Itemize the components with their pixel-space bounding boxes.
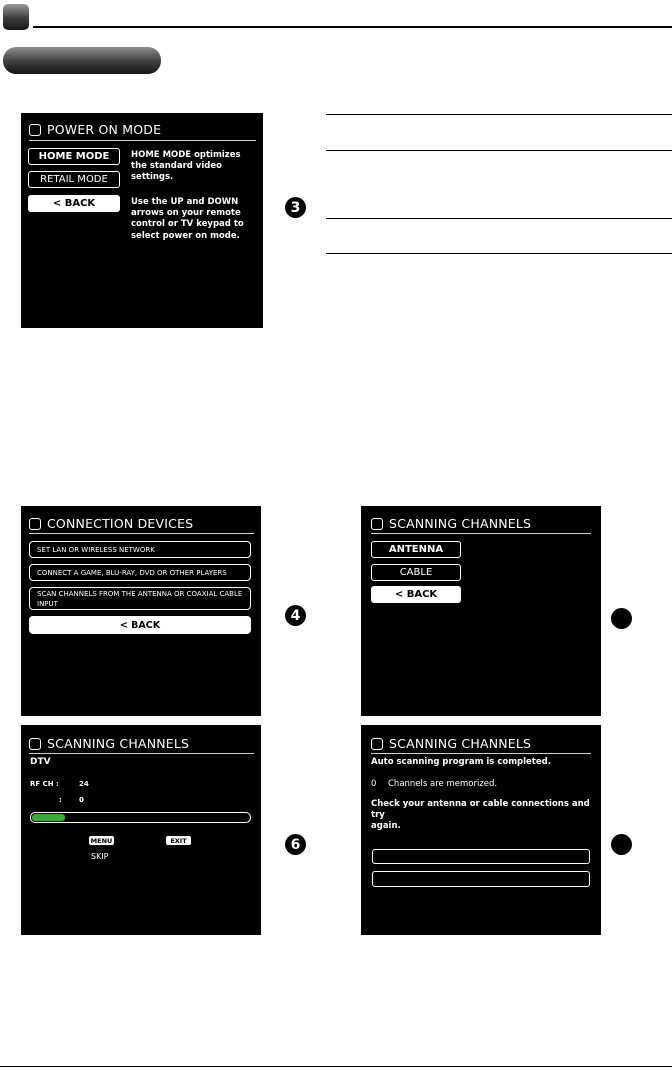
connect-players-option[interactable]: CONNECT A GAME, BLU-RAY, DVD OR OTHER PLAYERS — [29, 564, 251, 581]
retail-mode-button[interactable]: RETAIL MODE — [28, 171, 120, 188]
scan-complete-message: Auto scanning program is completed. — [371, 757, 551, 767]
check-connections-line1: Check your antenna or cable connections and try — [371, 799, 590, 821]
title-rule — [371, 533, 591, 534]
option-button[interactable] — [372, 849, 590, 864]
screen-title: SCANNING CHANNELS — [47, 736, 190, 751]
back-button[interactable]: < BACK — [371, 586, 461, 603]
checkbox-icon — [29, 518, 41, 530]
back-button[interactable]: < BACK — [28, 195, 120, 212]
back-button[interactable]: < BACK — [29, 616, 251, 634]
screen-title-row — [29, 122, 161, 137]
header-rule — [33, 26, 672, 28]
scan-complete-screen — [361, 725, 601, 935]
check-connections-line2: again. — [371, 821, 401, 831]
antenna-button[interactable]: ANTENNA — [371, 541, 461, 558]
home-mode-button[interactable]: HOME MODE — [28, 148, 120, 165]
channels-memorized-label: Channels are memorized. — [388, 779, 498, 789]
home-mode-description: HOME MODE optimizes the standard video settings. — [131, 150, 241, 183]
checkbox-icon — [29, 124, 41, 136]
step-3-badge: 3 — [285, 197, 306, 218]
step-6-badge: 6 — [285, 834, 306, 855]
section-tab — [3, 47, 161, 74]
screen-title-row — [371, 736, 531, 751]
checkbox-icon — [371, 518, 383, 530]
title-rule — [29, 140, 256, 141]
scan-channels-option[interactable]: SCAN CHANNELS FROM THE ANTENNA OR COAXIAL CABLE INPUT — [29, 587, 251, 610]
rf-channel-label: RF CH : — [30, 780, 59, 788]
screen-title: SCANNING CHANNELS — [389, 516, 532, 531]
scan-progress-screen — [21, 725, 261, 935]
rf-channel-value: 24 — [79, 780, 89, 788]
power-on-instructions: Use the UP and DOWN arrows on your remote control or TV keypad to select power on mode. — [131, 197, 244, 241]
skip-label: SKIP — [91, 852, 109, 861]
step-7-badge — [611, 834, 632, 855]
screen-title-row — [29, 516, 193, 531]
option-button[interactable] — [372, 871, 590, 887]
title-rule — [371, 753, 591, 754]
section-marker-icon — [3, 4, 29, 30]
menu-key: MENU — [90, 836, 113, 845]
step-5-badge — [611, 608, 632, 629]
found-separator: : — [59, 796, 62, 804]
power-on-mode-screen — [21, 113, 263, 328]
footer-rule — [0, 1066, 672, 1067]
scan-source-screen — [361, 506, 601, 716]
cable-button[interactable]: CABLE — [371, 564, 461, 581]
row-rule — [326, 150, 672, 151]
screen-title: POWER ON MODE — [47, 122, 162, 137]
screen-title-row — [29, 736, 189, 751]
checkbox-icon — [371, 738, 383, 750]
title-rule — [29, 753, 254, 754]
row-rule — [326, 114, 672, 115]
row-rule — [326, 253, 672, 254]
checkbox-icon — [29, 738, 41, 750]
step-4-badge: 4 — [285, 605, 306, 626]
network-option[interactable]: SET LAN OR WIRELESS NETWORK — [29, 541, 251, 558]
row-rule — [326, 218, 672, 219]
connection-devices-screen — [21, 506, 261, 716]
title-rule — [29, 533, 254, 534]
tuner-mode: DTV — [30, 757, 51, 767]
channels-found-value: 0 — [79, 796, 84, 804]
screen-title-row — [371, 516, 531, 531]
exit-key: EXIT — [166, 836, 191, 845]
screen-title: CONNECTION DEVICES — [47, 516, 194, 531]
channel-count: 0 — [371, 779, 377, 789]
scan-progress-bar — [30, 812, 251, 823]
screen-title: SCANNING CHANNELS — [389, 736, 532, 751]
scan-progress-fill — [32, 814, 65, 821]
